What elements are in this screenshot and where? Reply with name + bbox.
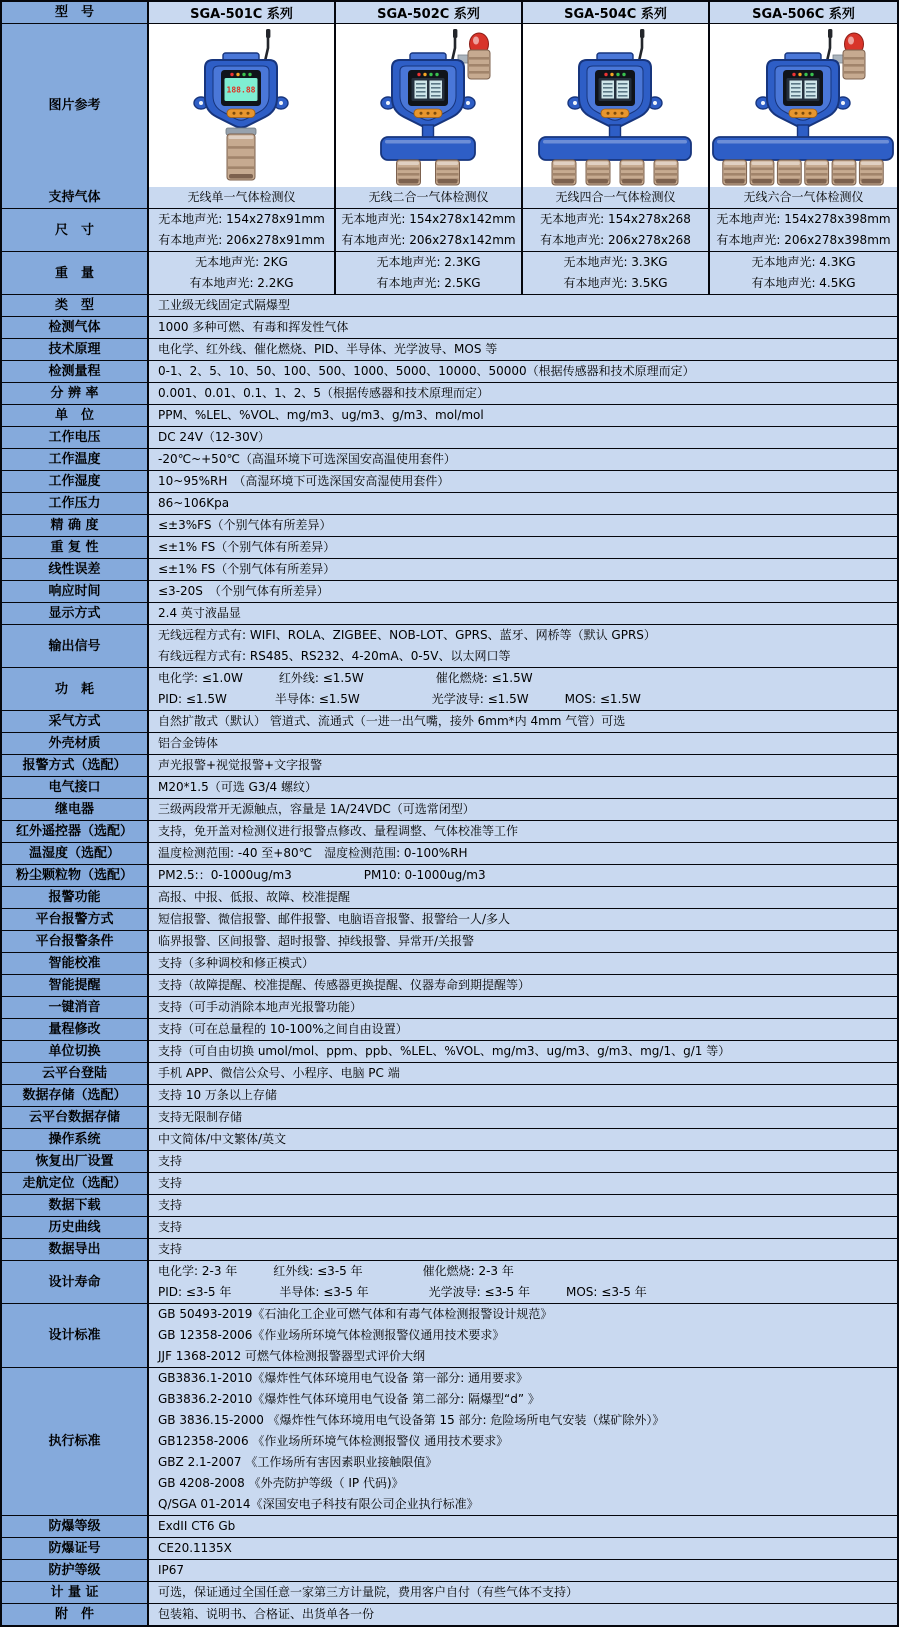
spec-row	[2, 1018, 897, 1040]
spec-row	[2, 426, 897, 448]
spec-label: 温湿度（选配）	[2, 843, 149, 864]
spec-label: 尺 寸	[2, 209, 149, 251]
spec-value	[149, 625, 897, 667]
image-reference-row	[2, 23, 897, 187]
spec-value-line: 温度检测范围: -40 至+80℃ 湿度检测范围: 0-100%RH	[158, 846, 468, 860]
spec-value	[149, 1173, 897, 1194]
product-image-sga-506c	[710, 24, 897, 187]
spec-row	[2, 1581, 897, 1603]
spec-label: 智能提醒	[2, 975, 149, 996]
spec-row	[2, 1062, 897, 1084]
spec-value	[149, 187, 336, 208]
spec-value-line: 支持（可在总量程的 10-100%之间自由设置）	[158, 1022, 408, 1036]
spec-value	[149, 1261, 897, 1303]
spec-value	[149, 1217, 897, 1238]
spec-label: 功 耗	[2, 668, 149, 710]
spec-value-line: 0.001、0.01、0.1、1、2、5（根据传感器和技术原理而定）	[158, 386, 490, 400]
spec-value-line: 短信报警、微信报警、邮件报警、电脑语音报警、报警给一人/多人	[158, 912, 511, 926]
spec-row	[2, 1216, 897, 1238]
spec-value	[336, 252, 523, 294]
spec-row	[2, 514, 897, 536]
spec-label: 类 型	[2, 295, 149, 316]
spec-value-line: 支持（可自由切换 umol/mol、ppm、ppb、%LEL、%VOL、mg/m3、ug/m3、g/m3、mg/1、g/1 等）	[158, 1044, 731, 1058]
spec-value	[710, 187, 897, 208]
spec-value	[149, 1560, 897, 1581]
spec-value	[149, 209, 336, 251]
spec-value	[149, 603, 897, 624]
spec-value-line: 电化学: ≤1.0W 红外线: ≤1.5W 催化燃烧: ≤1.5W	[158, 671, 533, 685]
spec-label: 技术原理	[2, 339, 149, 360]
spec-row	[2, 754, 897, 776]
spec-value	[149, 953, 897, 974]
spec-row	[2, 404, 897, 426]
spec-value-line: 无本地声光: 154x278x91mm	[158, 212, 325, 226]
spec-value-line: ≤±1% FS（个别气体有所差异）	[158, 562, 336, 576]
spec-row	[2, 1260, 897, 1303]
spec-row	[2, 360, 897, 382]
spec-value	[523, 252, 710, 294]
spec-value-line: GB3836.2-2010《爆炸性气体环境用电气设备 第二部分: 隔爆型“d” 》	[158, 1392, 540, 1406]
spec-label: 显示方式	[2, 603, 149, 624]
spec-value-line: 高报、中报、低报、故障、校准提醒	[158, 890, 351, 904]
header-model-sga-506c: SGA-506C 系列	[710, 2, 897, 23]
spec-row	[2, 667, 897, 710]
spec-value-line: 无本地声光: 3.3KG	[563, 255, 668, 269]
spec-value-line: GB 3836.15-2000 《爆炸性气体环境用电气设备第 15 部分: 危险场所电气安装（煤矿除外）》	[158, 1413, 665, 1427]
spec-row	[2, 208, 897, 251]
spec-value-line: 自然扩散式（默认） 管道式、流通式（一进一出气嘴，接外 6mm*内 4mm 气管）可选	[158, 714, 626, 728]
spec-value-line: 有线远程方式有: RS485、RS232、4-20mA、0-5V、以太网口等	[158, 649, 511, 663]
spec-value-line: PPM、%LEL、%VOL、mg/m3、ug/m3、g/m3、mol/mol	[158, 408, 484, 422]
spec-value	[149, 777, 897, 798]
spec-label: 附 件	[2, 1604, 149, 1625]
spec-value	[149, 493, 897, 514]
spec-value	[149, 405, 897, 426]
spec-value-line: 手机 APP、微信公众号、小程序、电脑 PC 端	[158, 1066, 400, 1080]
spec-value-line: 支持	[158, 1176, 183, 1190]
spec-row	[2, 624, 897, 667]
spec-value	[149, 1304, 897, 1367]
spec-label: 防爆等级	[2, 1516, 149, 1537]
spec-value-line: 10~95%RH （高湿环境下可选深国安高湿使用套件）	[158, 474, 450, 488]
spec-label: 分 辨 率	[2, 383, 149, 404]
spec-value-line: GB3836.1-2010《爆炸性气体环境用电气设备 第一部分: 通用要求》	[158, 1371, 529, 1385]
spec-value	[149, 887, 897, 908]
header-model-sga-502c: SGA-502C 系列	[336, 2, 523, 23]
spec-row	[2, 187, 897, 208]
spec-row	[2, 930, 897, 952]
spec-label: 重 复 性	[2, 537, 149, 558]
spec-value	[149, 843, 897, 864]
spec-value-line: JJF 1368-2012 可燃气体检测报警器型式评价大纲	[158, 1349, 426, 1363]
spec-label: 精 确 度	[2, 515, 149, 536]
spec-value-line: 0-1、2、5、10、50、100、500、1000、5000、10000、50000（根据传感器和技术原理而定）	[158, 364, 695, 378]
spec-value	[523, 209, 710, 251]
spec-value	[149, 1063, 897, 1084]
spec-value	[149, 865, 897, 886]
spec-value	[149, 733, 897, 754]
spec-value	[149, 581, 897, 602]
spec-value	[149, 1129, 897, 1150]
spec-row	[2, 996, 897, 1018]
spec-value-line: 支持	[158, 1198, 183, 1212]
spec-value-line: ≤±3%FS（个别气体有所差异）	[158, 518, 332, 532]
spec-value	[149, 515, 897, 536]
spec-value-line: -20℃~+50℃（高温环境下可选深国安高温使用套件）	[158, 452, 456, 466]
header-model-label: 型 号	[2, 2, 149, 23]
spec-value-line: 无本地声光: 4.3KG	[751, 255, 856, 269]
spec-row	[2, 558, 897, 580]
spec-row	[2, 952, 897, 974]
spec-row	[2, 1367, 897, 1515]
spec-row	[2, 710, 897, 732]
spec-label: 外壳材质	[2, 733, 149, 754]
spec-label: 设计寿命	[2, 1261, 149, 1303]
spec-value	[710, 252, 897, 294]
spec-label: 工作电压	[2, 427, 149, 448]
spec-row	[2, 251, 897, 294]
spec-value	[149, 931, 897, 952]
spec-row	[2, 1128, 897, 1150]
spec-label: 平台报警方式	[2, 909, 149, 930]
spec-row	[2, 974, 897, 996]
spec-value-line: 无线单一气体检测仪	[187, 190, 296, 204]
spec-value	[523, 187, 710, 208]
spec-value-line: 有本地声光: 2.5KG	[376, 276, 481, 290]
spec-value	[149, 1195, 897, 1216]
product-image-sga-501c	[149, 24, 336, 187]
spec-value	[149, 1604, 897, 1625]
spec-value	[149, 711, 897, 732]
spec-label: 工作湿度	[2, 471, 149, 492]
header-model-sga-504c: SGA-504C 系列	[523, 2, 710, 23]
spec-row	[2, 1603, 897, 1625]
spec-row	[2, 1194, 897, 1216]
spec-row	[2, 1537, 897, 1559]
table-header-row	[2, 2, 897, 23]
spec-row	[2, 864, 897, 886]
product-image-sga-502c	[336, 24, 523, 187]
spec-label: 红外遥控器（选配）	[2, 821, 149, 842]
spec-row	[2, 820, 897, 842]
spec-value	[149, 1516, 897, 1537]
spec-value-line: 支持（故障提醒、校准提醒、传感器更换提醒、仪器寿命到期提醒等）	[158, 978, 531, 992]
spec-label: 检测量程	[2, 361, 149, 382]
spec-row	[2, 776, 897, 798]
spec-value	[149, 317, 897, 338]
spec-value-line: PID: ≤1.5W 半导体: ≤1.5W 光学波导: ≤1.5W MOS: ≤1.5W	[158, 692, 641, 706]
spec-value-line: 电化学、红外线、催化燃烧、PID、半导体、光学波导、MOS 等	[158, 342, 498, 356]
spec-value-line: 无本地声光: 2.3KG	[376, 255, 481, 269]
spec-row	[2, 1172, 897, 1194]
spec-value	[149, 1019, 897, 1040]
spec-value-line: 有本地声光: 206x278x142mm	[341, 233, 516, 247]
spec-value-line: 支持	[158, 1154, 183, 1168]
spec-label: 图片参考	[2, 24, 149, 187]
spec-value-line: 有本地声光: 3.5KG	[563, 276, 668, 290]
spec-value-line: 铝合金铸体	[158, 736, 219, 750]
spec-row	[2, 316, 897, 338]
spec-value-line: ≤3-20S （个别气体有所差异）	[158, 584, 329, 598]
spec-value-line: GB 50493-2019《石油化工企业可燃气体和有毒气体检测报警设计规范》	[158, 1307, 553, 1321]
spec-value-line: GB 12358-2006《作业场所环境气体检测报警仪通用技术要求》	[158, 1328, 505, 1342]
spec-value-line: DC 24V（12-30V）	[158, 430, 270, 444]
spec-label: 云平台登陆	[2, 1063, 149, 1084]
spec-value	[149, 755, 897, 776]
spec-row	[2, 842, 897, 864]
spec-label: 设计标准	[2, 1304, 149, 1367]
spec-label: 单 位	[2, 405, 149, 426]
spec-value-line: 无线二合一气体检测仪	[368, 190, 489, 204]
spec-value	[149, 1582, 897, 1603]
spec-value-line: 无本地声光: 154x278x268	[540, 212, 691, 226]
spec-value	[336, 209, 523, 251]
spec-row	[2, 1559, 897, 1581]
spec-row	[2, 1106, 897, 1128]
spec-value	[149, 1538, 897, 1559]
spec-row	[2, 1150, 897, 1172]
spec-row	[2, 1515, 897, 1537]
spec-value	[149, 1151, 897, 1172]
spec-row	[2, 536, 897, 558]
spec-label: 历史曲线	[2, 1217, 149, 1238]
spec-value	[149, 1368, 897, 1515]
spec-row	[2, 294, 897, 316]
spec-value	[149, 295, 897, 316]
product-image-sga-504c	[523, 24, 710, 187]
spec-value	[149, 799, 897, 820]
spec-label: 云平台数据存储	[2, 1107, 149, 1128]
spec-value-line: 2.4 英寸液晶显	[158, 606, 241, 620]
spec-value-line: M20*1.5（可选 G3/4 螺纹）	[158, 780, 317, 794]
spec-label: 重 量	[2, 252, 149, 294]
spec-label: 数据下载	[2, 1195, 149, 1216]
spec-value	[149, 383, 897, 404]
spec-label: 走航定位（选配）	[2, 1173, 149, 1194]
spec-row	[2, 602, 897, 624]
spec-value-line: 无线远程方式有: WIFI、ROLA、ZIGBEE、NOB-LOT、GPRS、蓝牙、网桥等（默认 GPRS）	[158, 628, 656, 642]
spec-row	[2, 470, 897, 492]
spec-value	[149, 559, 897, 580]
spec-value	[149, 975, 897, 996]
spec-row	[2, 1238, 897, 1260]
spec-label: 继电器	[2, 799, 149, 820]
spec-value	[149, 537, 897, 558]
spec-value-line: 可选，保证通过全国任意一家第三方计量院，费用客户自付（有些气体不支持）	[158, 1585, 579, 1599]
spec-value	[149, 361, 897, 382]
spec-value-line: 支持（多种调校和修正模式）	[158, 956, 315, 970]
spec-value	[149, 668, 897, 710]
spec-value-line: 支持 10 万条以上存储	[158, 1088, 277, 1102]
spec-value-line: Q/SGA 01-2014《深国安电子科技有限公司企业执行标准》	[158, 1497, 479, 1511]
spec-label: 一键消音	[2, 997, 149, 1018]
spec-value-line: 1000 多种可燃、有毒和挥发性气体	[158, 320, 349, 334]
spec-row	[2, 798, 897, 820]
spec-value-line: 无线六合一气体检测仪	[743, 190, 864, 204]
spec-value-line: 有本地声光: 4.5KG	[751, 276, 856, 290]
spec-row	[2, 338, 897, 360]
spec-label: 报警功能	[2, 887, 149, 908]
spec-value-line: ≤±1% FS（个别气体有所差异）	[158, 540, 336, 554]
spec-value	[149, 471, 897, 492]
spec-value	[149, 909, 897, 930]
spec-label: 智能校准	[2, 953, 149, 974]
spec-value-line: ExdII CT6 Gb	[158, 1519, 236, 1533]
spec-label: 响应时间	[2, 581, 149, 602]
spec-value	[149, 1041, 897, 1062]
spec-value	[149, 339, 897, 360]
spec-value	[149, 427, 897, 448]
spec-label: 检测气体	[2, 317, 149, 338]
spec-label: 工作压力	[2, 493, 149, 514]
spec-value-line: IP67	[158, 1563, 185, 1577]
spec-row	[2, 1303, 897, 1367]
spec-value-line: PID: ≤3-5 年 半导体: ≤3-5 年 光学波导: ≤3-5 年 MOS: ≤3-5 年	[158, 1285, 647, 1299]
spec-value	[149, 997, 897, 1018]
spec-value-line: 声光报警+视觉报警+文字报警	[158, 758, 323, 772]
spec-value	[149, 252, 336, 294]
spec-value-line: 支持（可手动消除本地声光报警功能）	[158, 1000, 363, 1014]
spec-value-line: 临界报警、区间报警、超时报警、掉线报警、异常开/关报警	[158, 934, 475, 948]
spec-label: 采气方式	[2, 711, 149, 732]
spec-label: 工作温度	[2, 449, 149, 470]
spec-value-line: 有本地声光: 206x278x398mm	[716, 233, 891, 247]
spec-value-line: 无本地声光: 154x278x142mm	[341, 212, 516, 226]
spec-label: 粉尘颗粒物（选配）	[2, 865, 149, 886]
spec-label: 报警方式（选配）	[2, 755, 149, 776]
spec-value-line: GB 4208-2008 《外壳防护等级（ IP 代码)》	[158, 1476, 404, 1490]
spec-value-line: CE20.1135X	[158, 1541, 232, 1555]
spec-label: 支持气体	[2, 187, 149, 208]
spec-row	[2, 382, 897, 404]
spec-label: 操作系统	[2, 1129, 149, 1150]
spec-row	[2, 908, 897, 930]
spec-label: 数据导出	[2, 1239, 149, 1260]
spec-value-line: 支持，免开盖对检测仪进行报警点修改、量程调整、气体校准等工作	[158, 824, 519, 838]
spec-value-line: GB12358-2006 《作业场所环境气体检测报警仪 通用技术要求》	[158, 1434, 509, 1448]
spec-label: 恢复出厂设置	[2, 1151, 149, 1172]
spec-value-line: 无本地声光: 154x278x398mm	[716, 212, 891, 226]
spec-value-line: 三级两段常开无源触点，容量是 1A/24VDC（可选常闭型）	[158, 802, 475, 816]
spec-value	[710, 209, 897, 251]
spec-value	[149, 1107, 897, 1128]
spec-label: 防爆证号	[2, 1538, 149, 1559]
spec-row	[2, 492, 897, 514]
spec-row	[2, 1040, 897, 1062]
spec-label: 数据存储（选配）	[2, 1085, 149, 1106]
spec-value-line: 有本地声光: 206x278x268	[540, 233, 691, 247]
header-model-sga-501c: SGA-501C 系列	[149, 2, 336, 23]
spec-value-line: 中文简体/中文繁体/英文	[158, 1132, 287, 1146]
spec-value	[149, 1085, 897, 1106]
spec-label: 计 量 证	[2, 1582, 149, 1603]
spec-value-line: 有本地声光: 206x278x91mm	[158, 233, 325, 247]
spec-value-line: 无线四合一气体检测仪	[555, 190, 676, 204]
spec-label: 执行标准	[2, 1368, 149, 1515]
spec-label: 防护等级	[2, 1560, 149, 1581]
spec-label: 输出信号	[2, 625, 149, 667]
spec-value-line: 支持无限制存储	[158, 1110, 243, 1124]
spec-value-line: 支持	[158, 1242, 183, 1256]
spec-label: 平台报警条件	[2, 931, 149, 952]
spec-value-line: PM2.5:：0-1000ug/m3 PM10: 0-1000ug/m3	[158, 868, 486, 882]
spec-row	[2, 886, 897, 908]
spec-value	[149, 1239, 897, 1260]
spec-label: 电气接口	[2, 777, 149, 798]
spec-row	[2, 1084, 897, 1106]
svg-text:188.88: 188.88	[226, 85, 256, 95]
spec-value-line: 包装箱、说明书、合格证、出货单各一份	[158, 1607, 375, 1621]
spec-value-line: GBZ 2.1-2007 《工作场所有害因素职业接触限值》	[158, 1455, 438, 1469]
spec-row	[2, 580, 897, 602]
spec-label: 量程修改	[2, 1019, 149, 1040]
spec-label: 线性误差	[2, 559, 149, 580]
spec-value-line: 支持	[158, 1220, 183, 1234]
spec-row	[2, 448, 897, 470]
spec-value	[149, 821, 897, 842]
spec-value-line: 有本地声光: 2.2KG	[189, 276, 294, 290]
spec-value-line: 电化学: 2-3 年 红外线: ≤3-5 年 催化燃烧: 2-3 年	[158, 1264, 514, 1278]
spec-row	[2, 732, 897, 754]
spec-value-line: 工业级无线固定式隔爆型	[158, 298, 291, 312]
spec-value	[336, 187, 523, 208]
spec-label: 单位切换	[2, 1041, 149, 1062]
spec-value-line: 86~106Kpa	[158, 496, 230, 510]
spec-value-line: 无本地声光: 2KG	[195, 255, 288, 269]
spec-value	[149, 449, 897, 470]
